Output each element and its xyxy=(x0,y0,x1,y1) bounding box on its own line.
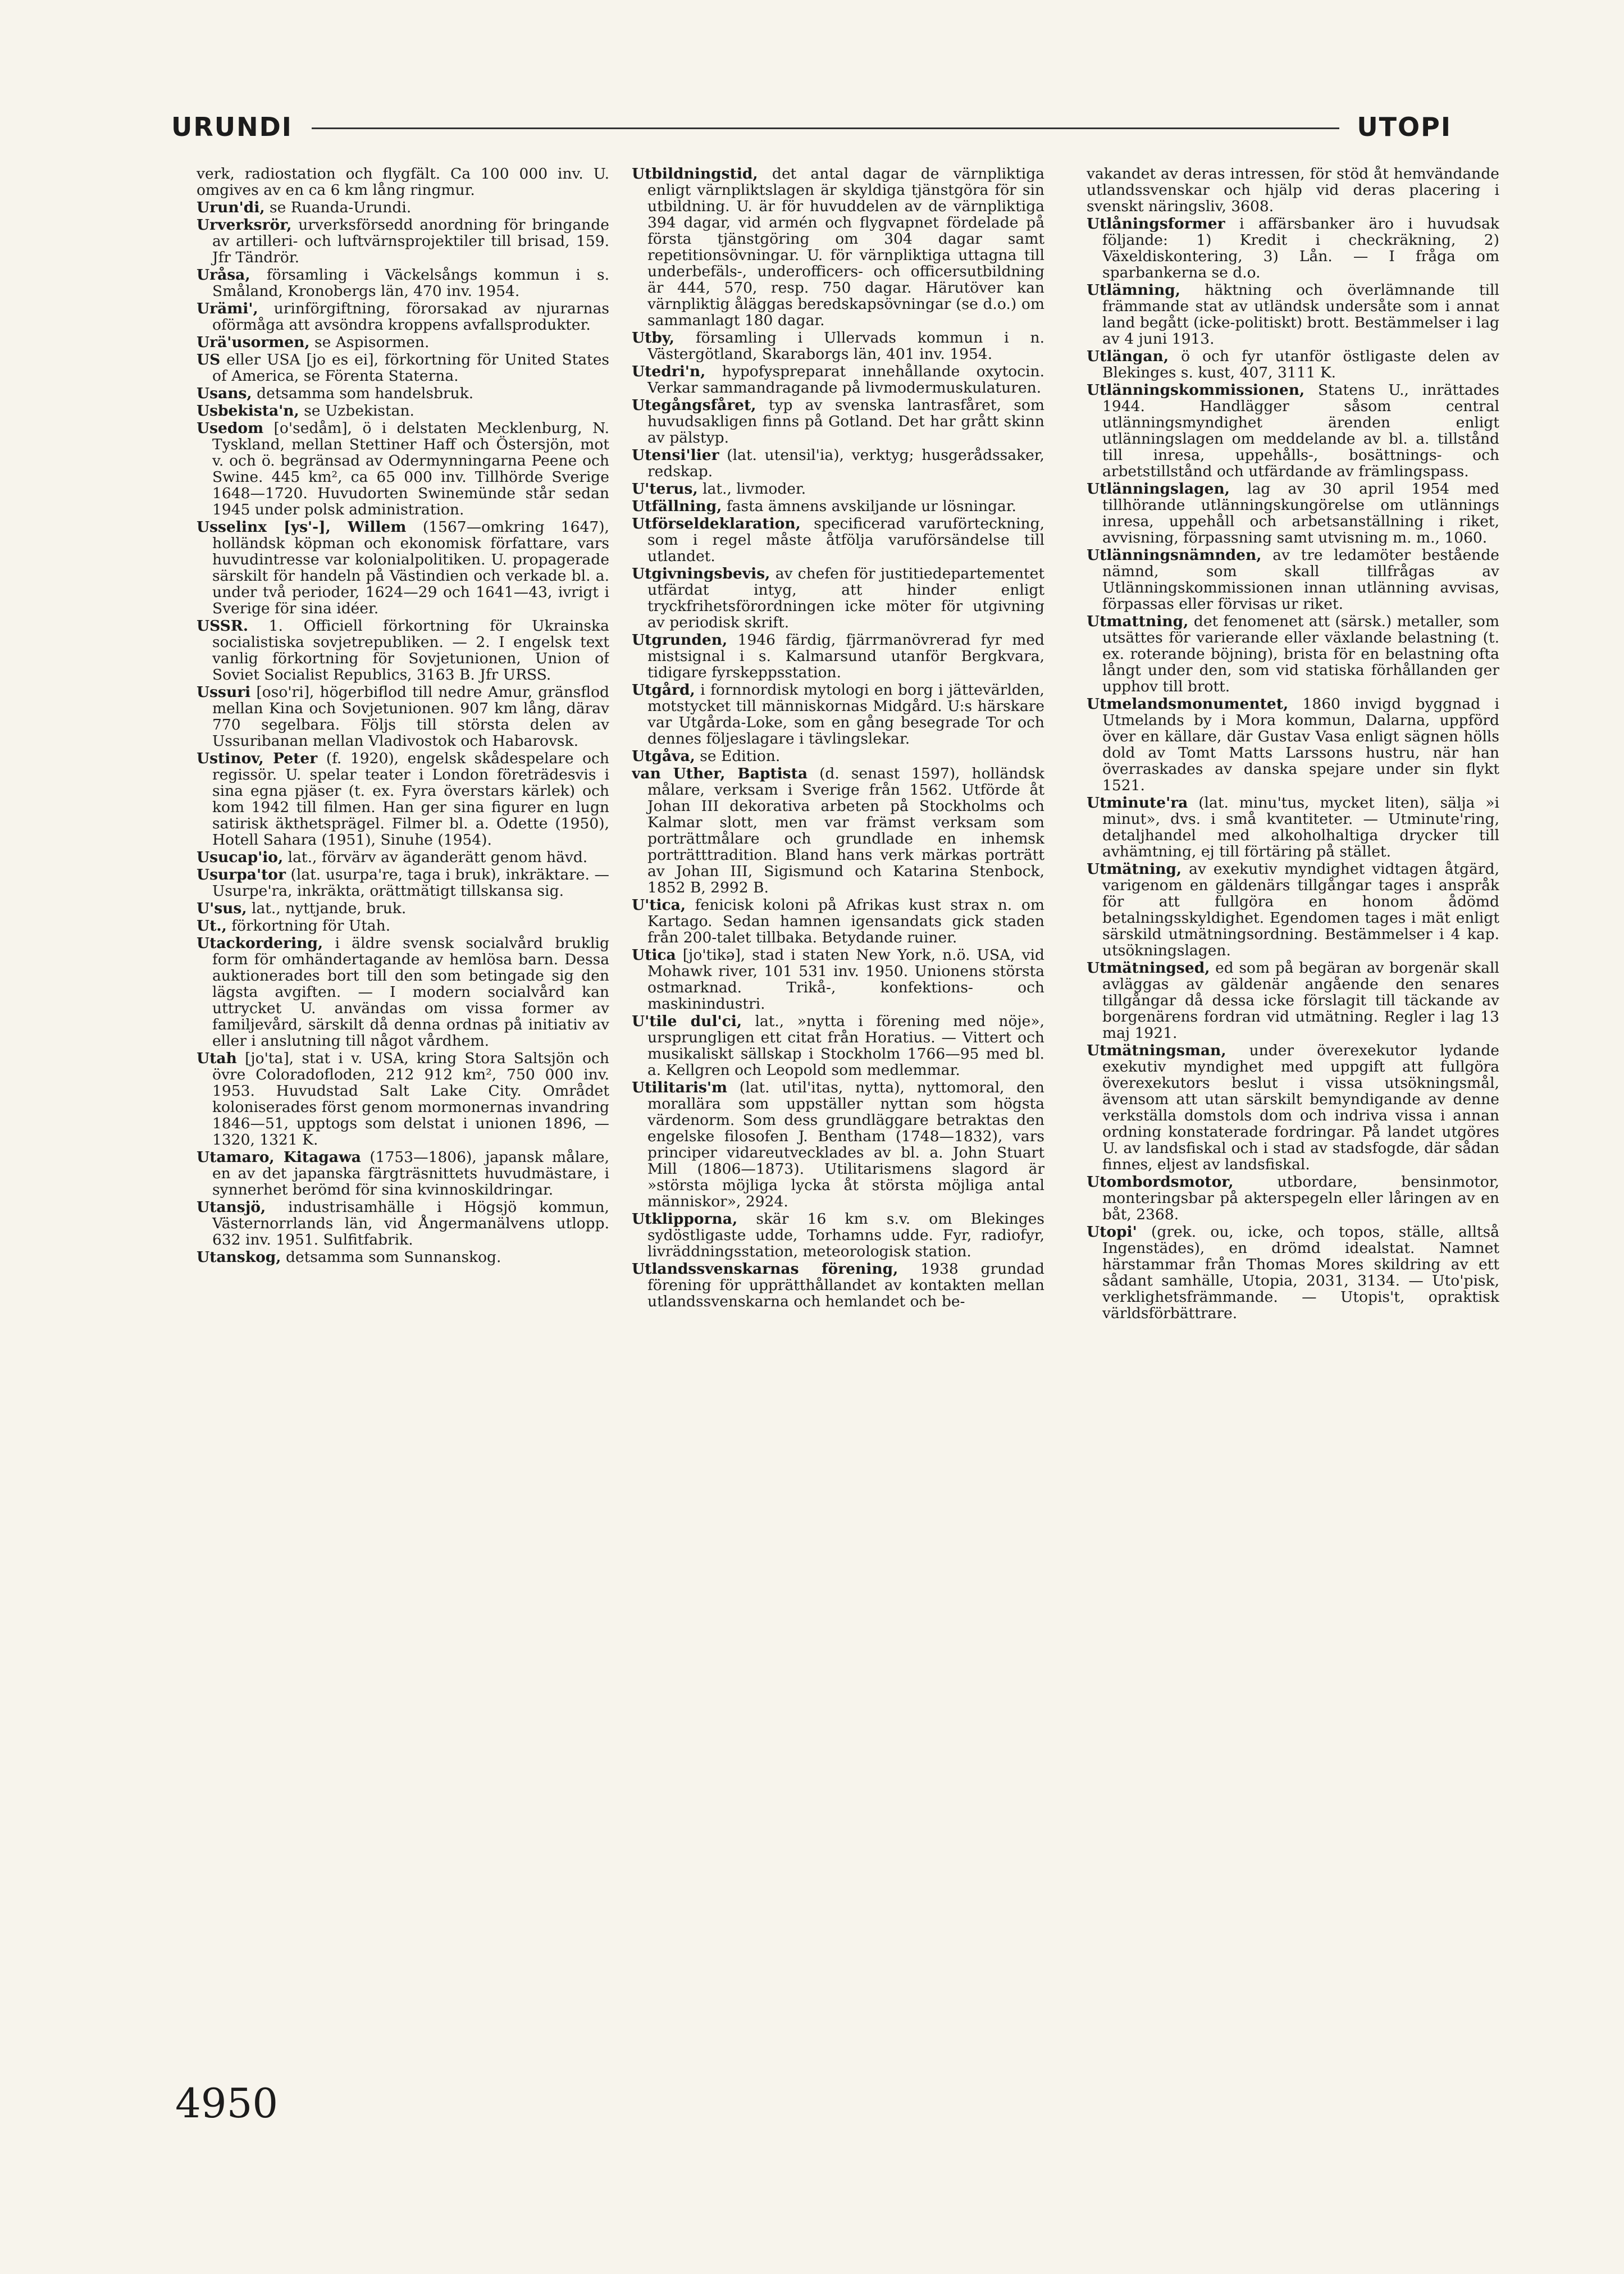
entry-text: under överexekutor lydande exekutiv myndighet med uppgift att fullgöra överexekutors beslut i vissa utsökningsmål, ävensom att utan särskilt bemyndigande av denne verkställa domstols dom och indriva vissa i annan ordning konstaterade fordringar. På landet utgöres U. av landsfiskal och i stad av stadsfogde, där sådan finnes, eljest av landsfiskal. xyxy=(1102,1042,1499,1173)
column-1 xyxy=(197,166,609,2103)
dictionary-entry xyxy=(197,199,609,216)
header-rule xyxy=(312,127,1339,129)
dictionary-entry xyxy=(197,750,609,848)
dictionary-entry xyxy=(1087,1224,1499,1321)
entry-text: detsamma som handelsbruk. xyxy=(257,385,474,402)
entry-headword: Utmätning, xyxy=(1087,860,1182,878)
entry-text: i äldre svensk socialvård bruklig form för omhändertagande av hemlösa barn. Dessa auktionerades bort till den som betingade sig den lägsta avgiften. — I modern socialvård kan uttrycket U. användas om vissa former av familjevård, särskilt då denna ordnas på initiativ av eller i anslutning till något vårdhem. xyxy=(212,935,609,1050)
entry-headword: Utgåva, xyxy=(632,748,695,765)
dictionary-entry xyxy=(1087,795,1499,860)
dictionary-entry xyxy=(197,352,609,384)
dictionary-entry xyxy=(632,447,1044,480)
dictionary-entry xyxy=(632,481,1044,497)
dictionary-entry xyxy=(1087,348,1499,381)
entry-headword: Utamaro, Kitagawa xyxy=(197,1149,361,1166)
entry-text: 1. Officiell förkortning för Ukrainska socialistiska sovjetrepubliken. — 2. I engelsk text vanlig förkortning för Sovjetunionen, Union of Soviet Socialist Republics, 3163 B. Jfr URSS. xyxy=(212,617,609,683)
header-last-word: UTOPI xyxy=(1357,112,1452,142)
entry-headword: U'tile dul'ci, xyxy=(632,1013,742,1030)
entry-text: [o'sedåm], ö i delstaten Mecklenburg, N. Tyskland, mellan Stettiner Haff och Östersjön, mot v. och ö. begränsad av Odermynningarna Peene och Swine. 445 km², ca 65 000 inv. Tillhörde Sverige 1648—1720. Huvudorten Swinemünde står sedan 1945 under polsk administration. xyxy=(212,420,609,518)
entry-headword: Urämi', xyxy=(197,300,258,317)
entry-headword: Usans, xyxy=(197,385,252,402)
entry-text: verk, radiostation och flygfält. Ca 100 000 inv. U. omgives av en ca 6 km lång ringmur. xyxy=(197,166,609,199)
entry-headword: Utlänningslagen, xyxy=(1087,480,1230,498)
entry-text: (lat. minu'tus, mycket liten), sälja »i minut», dvs. i små kvantiteter. — Utminute'ring, detaljhandel med alkoholhaltiga drycker till avhämtning, ej till förtäring på stället. xyxy=(1102,794,1499,860)
entry-text: lat., livmoder. xyxy=(702,480,806,498)
entry-text: hypofyspreparat innehållande oxytocin. Verkar sammandragande på livmodermuskulaturen. xyxy=(647,363,1044,397)
dictionary-entry xyxy=(197,1149,609,1198)
entry-text: typ av svenska lantrasfåret, som huvudsakligen finns på Gotland. Det har grått skinn av pälstyp. xyxy=(647,397,1044,446)
dictionary-entry xyxy=(197,918,609,934)
entry-text: lat., »nytta i förening med nöje», ursprungligen ett citat från Horatius. — Vittert och musikaliskt sällskap i Stockholm 1766—95 med bl. a. Kellgren och Leopold som medlemmar. xyxy=(647,1013,1044,1079)
entry-headword: Utlängan, xyxy=(1087,348,1169,365)
entry-headword: Ustinov, Peter xyxy=(197,750,318,767)
entry-headword: Ussuri xyxy=(197,683,251,701)
dictionary-entry xyxy=(1087,960,1499,1041)
entry-text: i fornnordisk mytologi en borg i jättevärlden, motstycket till människornas Midgård. U:s härskare var Utgårda-Loke, som en gång besegrade Tor och dennes följeslagare i tävlingslekar. xyxy=(647,681,1044,748)
entry-text: församling i Ullervads kommun i n. Västergötland, Skaraborgs län, 401 inv. 1954. xyxy=(647,329,1044,363)
entry-headword: Utlandssvenskarnas förening, xyxy=(632,1260,898,1278)
entry-headword: Utmätningsed, xyxy=(1087,959,1210,977)
entry-text: 1946 färdig, fjärrmanövrerad fyr med mistsignal i s. Kalmarsund utanför Bergkvara, tidigare fyrskeppsstation. xyxy=(647,631,1044,681)
entry-headword: Utminute'ra xyxy=(1087,794,1188,812)
entry-headword: Utombordsmotor, xyxy=(1087,1173,1234,1191)
entry-headword: Utopi' xyxy=(1087,1223,1137,1241)
dictionary-entry xyxy=(632,765,1044,896)
dictionary-entry xyxy=(197,519,609,617)
entry-text: fenicisk koloni på Afrikas kust strax n. om Kartago. Sedan hamnen igensandats gick staden från 200-talet tillbaka. Betydande ruiner. xyxy=(647,896,1044,946)
dictionary-entry xyxy=(197,849,609,865)
entry-text: det antal dagar de värnpliktiga enligt värnpliktslagen är skyldiga tjänstgöra för sin utbildning. U. är för huvuddelen av de värnpliktiga 394 dagar, vid armén och flygvapnet fördelade på första tjänstgöring om 304 dagar samt repetitionsövningar. U. för värnpliktiga uttagna till underbefäls-, underofficers- och officersutbildning är 444, 570, resp. 750 dagar. Härutöver kan värnpliktig åläggas beredskapsövningar (se d.o.) om sammanlagt 180 dagar. xyxy=(647,166,1044,329)
entry-headword: U'sus, xyxy=(197,900,247,917)
entry-headword: Utlänningskommissionen, xyxy=(1087,381,1305,399)
running-header xyxy=(171,111,1452,145)
entry-headword: Utah xyxy=(197,1050,237,1067)
entry-headword: Ut., xyxy=(197,917,227,935)
dictionary-entry xyxy=(632,516,1044,564)
entry-headword: Utmattning, xyxy=(1087,613,1189,630)
entry-text: (f. 1920), engelsk skådespelare och regissör. U. spelar teater i London företrädesvis i sina egna pjäser (t. ex. Fyra överstars kärlek) och kom 1942 till filmen. Han ger sina figurer en lugn satirisk äkthetsprägel. Filmer bl. a. Odette (1950), Hotell Sahara (1951), Sinuhe (1954). xyxy=(212,750,609,849)
dictionary-entry xyxy=(1087,861,1499,959)
entry-text: se Ruanda-Urundi. xyxy=(269,199,412,216)
page-number: 4950 xyxy=(175,2080,279,2127)
entry-headword: Utansjö, xyxy=(197,1198,266,1216)
entry-text: detsamma som Sunnanskog. xyxy=(285,1248,501,1266)
dictionary-entry xyxy=(197,684,609,749)
dictionary-entry xyxy=(197,334,609,350)
dictionary-entry xyxy=(197,267,609,299)
entry-text: specificerad varuförteckning, som i regel måste åtfölja varuförsändelse till utlandet. xyxy=(647,515,1044,565)
entry-headword: Utgrunden, xyxy=(632,631,728,649)
entry-headword: Usucap'io, xyxy=(197,849,284,866)
entry-text: av chefen för justitiedepartementet utfärdat intyg, att hinder enligt tryckfrihetsförordningen icke möter för utgivning av periodisk skrift. xyxy=(647,565,1044,631)
dictionary-entry xyxy=(632,363,1044,396)
entry-headword: Usedom xyxy=(197,420,264,437)
entry-headword: Utlåningsformer xyxy=(1087,215,1225,233)
dictionary-entry xyxy=(632,566,1044,631)
dictionary-entry xyxy=(632,632,1044,681)
dictionary-entry xyxy=(632,682,1044,747)
entry-headword: Utensi'lier xyxy=(632,446,719,464)
dictionary-entry xyxy=(1087,166,1499,215)
entry-headword: Urä'usormen, xyxy=(197,334,310,351)
dictionary-entry xyxy=(632,1261,1044,1310)
entry-text: urinförgiftning, förorsakad av njurarnas oförmåga att avsöndra kroppens avfallsprodukter. xyxy=(212,300,609,334)
dictionary-entry xyxy=(632,897,1044,946)
dictionary-entry xyxy=(197,217,609,266)
entry-text: (lat. util'itas, nytta), nyttomoral, den morallära som uppställer nyttan som högsta värdenorm. Som dess grundläggare betraktas den engelske filosofen J. Bentham (1748—1832), vars principer vidareutvecklades av bl. a. John Stuart Mill (1806—1873). Utilitarismens slagord är »största möjliga lycka åt största möjliga antal människor», 2924. xyxy=(647,1079,1044,1210)
dictionary-entry xyxy=(1087,613,1499,695)
entry-headword: Utklipporna, xyxy=(632,1210,738,1228)
entry-headword: Utby, xyxy=(632,329,674,347)
entry-text: eller USA [jo es ei], förkortning för United States of America, se Förenta Staterna. xyxy=(212,351,609,385)
entry-headword: van Uther, Baptista xyxy=(632,765,808,782)
entry-text: ed som på begäran av borgenär skall avläggas av gäldenär angående den senares tillgångar då dessa icke förslagit till täckande av borgenärens fordran vid utmätning. Regler i lag 13 maj 1921. xyxy=(1102,959,1499,1042)
entry-text: fasta ämnens avskiljande ur lösningar. xyxy=(726,498,1016,515)
column-3 xyxy=(1087,166,1499,2103)
entry-headword: Utgivningsbevis, xyxy=(632,565,770,582)
dictionary-entry xyxy=(197,385,609,402)
entry-headword: Utgård, xyxy=(632,681,695,699)
dictionary-entry xyxy=(1087,382,1499,480)
dictionary-entry xyxy=(197,1249,609,1265)
entry-text: [jo'ta], stat i v. USA, kring Stora Saltsjön och övre Coloradofloden, 212 912 km², 750 000 inv. 1953. Huvudstad Salt Lake City. Området koloniserades först genom mormonernas invandring 1846—51, upptogs som delstat i unionen 1896, — 1320, 1321 K. xyxy=(212,1050,609,1149)
dictionary-entry xyxy=(197,1050,609,1148)
dictionary-entry xyxy=(1087,696,1499,794)
entry-headword: Utegångsfåret, xyxy=(632,397,756,414)
entry-text: urverksförsedd anordning för bringande av artilleri- och luftvärnsprojektiler till brisad, 159. Jfr Tändrör. xyxy=(212,216,609,266)
dictionary-entry xyxy=(1087,1042,1499,1173)
dictionary-entry xyxy=(1087,1174,1499,1223)
entry-text: 1860 invigd byggnad i Utmelands by i Mora kommun, Dalarna, uppförd över en källare, där Gustav Vasa enligt sägnen hölls dold av Tomt Matts Larssons hustru, när han överraskades av danska spejare under sin flykt 1521. xyxy=(1102,695,1499,794)
entry-text: (lat. usurpa're, taga i bruk), inkräktare. — Usurpe'ra, inkräkta, orättmätigt tillskansa sig. xyxy=(212,866,609,900)
dictionary-entry xyxy=(632,1079,1044,1210)
entry-text: se Edition. xyxy=(700,748,781,765)
entry-headword: Utbildningstid, xyxy=(632,166,758,183)
entry-headword: Utlämning, xyxy=(1087,281,1180,299)
entry-headword: Utlänningsnämnden, xyxy=(1087,546,1262,564)
dictionary-entry xyxy=(197,420,609,518)
entry-text: 1938 grundad förening för upprätthållandet av kontakten mellan utlandssvenskarna och hemlandet och be- xyxy=(647,1260,1044,1310)
entry-text: lag av 30 april 1954 med tillhörande utlänningskungörelse om utlännings inresa, uppehåll och arbetsanställning i riket, avvisning, förpassning samt utvisning m. m., 1060. xyxy=(1102,480,1499,546)
entry-text: häktning och överlämnande till främmande stat av utländsk undersåte som i annat land begått (icke-politiskt) brott. Bestämmelser i lag av 4 juni 1913. xyxy=(1102,281,1499,348)
entry-text: (1753—1806), japansk målare, en av det japanska färgträsnittets huvudmästare, i synnerhet berömd för sina kvinnoskildringar. xyxy=(212,1149,609,1198)
dictionary-entry xyxy=(1087,216,1499,281)
entry-text: industrisamhälle i Högsjö kommun, Västernorrlands län, vid Ångermanälvens utlopp. 632 inv. 1951. Sulfitfabrik. xyxy=(212,1198,609,1248)
dictionary-entry xyxy=(1087,481,1499,546)
entry-text: (grek. ou, icke, och topos, ställe, alltså Ingenstädes), en drömd idealstat. Namnet härstammar från Thomas Mores skildring av ett sådant samhälle, Utopia, 2031, 3134. — Uto'pisk, verklighetsfrämmande. — Utopis't, opraktisk världsförbättrare. xyxy=(1102,1223,1499,1322)
dictionary-entry xyxy=(197,300,609,333)
entry-headword: Utica xyxy=(632,946,676,964)
entry-headword: Utedri'n, xyxy=(632,363,706,380)
column-2 xyxy=(632,166,1044,2103)
dictionary-entry xyxy=(197,166,609,198)
header-first-word: URUNDI xyxy=(171,112,293,142)
entry-text: vakandet av deras intressen, för stöd åt hemvändande utlandssvenskar och hjälp vid deras placering i svenskt näringsliv, 3608. xyxy=(1087,166,1499,215)
entry-headword: Utackordering, xyxy=(197,935,323,952)
entry-text: (1567—omkring 1647), holländsk köpman och ekonomisk författare, vars huvudintresse var kolonialpolitiken. U. propagerade särskilt för handeln på Västindien och verkade bl. a. under två perioder, 1624—29 och 1641—43, ivrigt i Sverige för sina idéer. xyxy=(212,518,609,617)
entry-headword: U'terus, xyxy=(632,480,698,498)
entry-headword: USSR. xyxy=(197,617,249,635)
dictionary-entry xyxy=(1087,282,1499,347)
entry-headword: Usurpa'tor xyxy=(197,866,286,883)
entry-text: (lat. utensil'ia), verktyg; husgerådssaker, redskap. xyxy=(647,446,1044,480)
entry-text: lat., nyttjande, bruk. xyxy=(252,900,407,917)
entry-headword: Usbekista'n, xyxy=(197,402,299,420)
entry-text: [oso'ri], högerbiflod till nedre Amur, gränsflod mellan Kina och Sovjetunionen. 907 km lång, därav 770 segelbara. Följs till största delen av Ussuribanan mellan Vladivostok och Habarovsk. xyxy=(212,683,609,750)
entry-headword: Uråsa, xyxy=(197,266,250,284)
dictionary-entry xyxy=(197,935,609,1049)
dictionary-entry xyxy=(632,166,1044,329)
entry-text: skär 16 km s.v. om Blekinges sydöstligaste udde, Torhamns udde. Fyr, radiofyr, livräddningsstation, meteorologisk station. xyxy=(647,1210,1044,1260)
entry-text: av exekutiv myndighet vidtagen åtgärd, varigenom en gäldenärs tillgångar tages i anspråk för att fullgöra en honom ådömd betalningsskyldighet. Egendomen tages i mät enligt särskild utmätningsordning. Bestämmelser i 4 kap. utsökningslagen. xyxy=(1102,860,1499,959)
entry-text: i affärsbanker äro i huvudsak följande: 1) Kredit i checkräkning, 2) Växeldiskontering, 3) Lån. — I fråga om sparbankerna se d.o. xyxy=(1102,215,1499,281)
entry-text: se Uzbekistan. xyxy=(304,402,414,420)
entry-headword: Utmätningsman, xyxy=(1087,1042,1226,1059)
entry-headword: US xyxy=(197,351,221,368)
entry-headword: Urverksrör, xyxy=(197,216,292,234)
entry-headword: Utilitaris'm xyxy=(632,1079,728,1096)
dictionary-entry xyxy=(632,498,1044,514)
entry-headword: Usselinx [ys'-], Willem xyxy=(197,518,407,536)
entry-text: ö och fyr utanför östligaste delen av Blekinges s. kust, 407, 3111 K. xyxy=(1102,348,1499,381)
dictionary-entry xyxy=(632,748,1044,764)
entry-text: förkortning för Utah. xyxy=(231,917,391,935)
dictionary-entry xyxy=(632,397,1044,446)
entry-headword: Utmelandsmonumentet, xyxy=(1087,695,1289,713)
entry-headword: Utfällning, xyxy=(632,498,722,515)
dictionary-entry xyxy=(632,1013,1044,1078)
entry-text: lat., förvärv av äganderätt genom hävd. xyxy=(288,849,588,866)
dictionary-entry xyxy=(632,330,1044,362)
entry-headword: Utförseldeklaration, xyxy=(632,515,801,532)
entry-headword: U'tica, xyxy=(632,896,686,914)
dictionary-entry xyxy=(197,900,609,917)
entry-text: av tre ledamöter bestående nämnd, som skall tillfrågas av Utlänningskommissionen innan utlänning avvisas, förpassas eller förvisas ur riket. xyxy=(1102,546,1499,613)
dictionary-entry xyxy=(197,867,609,899)
dictionary-entry xyxy=(197,403,609,419)
dictionary-entry xyxy=(1087,547,1499,612)
entry-text: se Aspisormen. xyxy=(314,334,430,351)
entry-text: församling i Väckelsångs kommun i s. Småland, Kronobergs län, 470 inv. 1954. xyxy=(212,266,609,300)
entry-text: [jo'tikə], stad i staten New York, n.ö. USA, vid Mohawk river, 101 531 inv. 1950. Unionens största ostmarknad. Trikå-, konfektions- och maskinindustri. xyxy=(647,946,1044,1013)
entry-text: (d. senast 1597), holländsk målare, verksam i Sverige från 1562. Utförde åt Johan III dekorativa arbeten på Stockholms och Kalmar slott, men var främst verksam som porträttmålare och grundlade en inhemsk porträtttradition. Bland hans verk märkas porträtt av Johan III, Sigismund och Katarina Stenbock, 1852 B, 2992 B. xyxy=(647,765,1044,896)
dictionary-entry xyxy=(632,1211,1044,1260)
entry-headword: Urun'di, xyxy=(197,199,265,216)
entry-text: utbordare, bensinmotor, monteringsbar på akterspegeln eller låringen av en båt, 2368. xyxy=(1102,1173,1499,1223)
dictionary-entry xyxy=(632,947,1044,1012)
entry-text: Statens U., inrättades 1944. Handlägger såsom central utlänningsmyndighet ärenden enligt utlänningslagen om meddelande av bl. a. tillstånd till inresa, uppehålls-, bosättnings- och arbetstillstånd och utfärdande av främlingspass. xyxy=(1102,381,1499,480)
dictionary-entry xyxy=(197,1199,609,1248)
dictionary-entry xyxy=(197,618,609,683)
entry-text: det fenomenet att (särsk.) metaller, som utsättes för varierande eller växlande belastning (t. ex. roterande böjning), brista för en belastning ofta långt under den, som vid statiska förhållanden ger upphov till brott. xyxy=(1102,613,1499,695)
entry-headword: Utanskog, xyxy=(197,1248,281,1266)
